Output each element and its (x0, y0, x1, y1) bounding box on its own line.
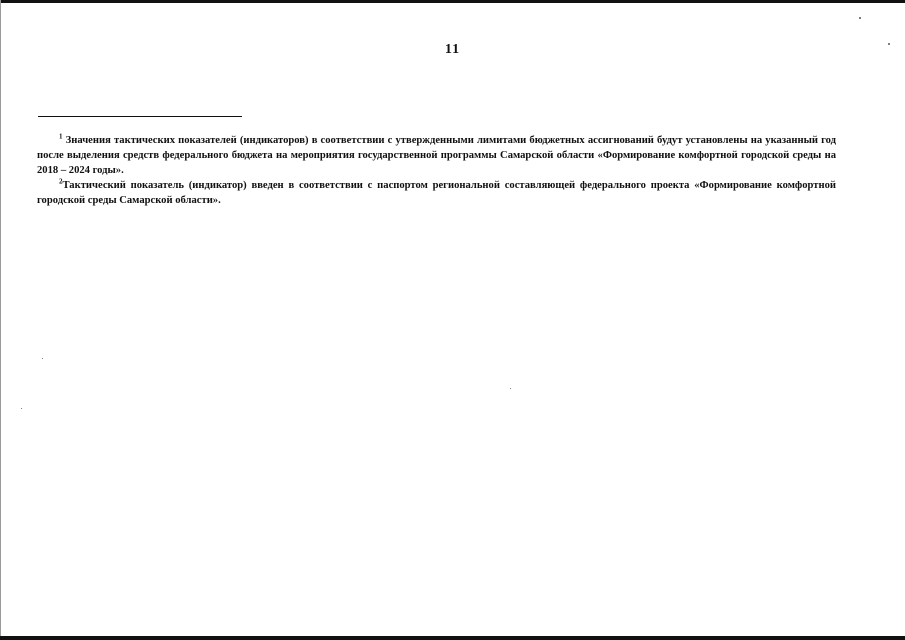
scan-speck (888, 43, 890, 45)
footnote-1 (37, 133, 836, 178)
footnote-text: Тактический показатель (индикатор) введен в соответствии с паспортом региональной составляющей федерального проекта «Формирование комфортной городской среды Самарской области». (37, 180, 836, 206)
scan-speck (21, 408, 22, 409)
footnote-marker: 2 (59, 177, 63, 186)
footnotes-block (37, 133, 836, 208)
scan-speck (859, 17, 861, 19)
scan-speck (510, 388, 511, 389)
scan-left-edge (0, 0, 1, 640)
footnote-text: Значения тактических показателей (индикаторов) в соответствии с утвержденными лимитами бюджетных ассигнований будут установлены на указанный год после выделения средств федерального бюджета на мероприятия государственной программы Самарской области «Формирование комфортной городской среды на 2018 – 2024 годы». (37, 135, 836, 176)
footnote-marker: 1 (59, 132, 63, 141)
footnote-separator (38, 116, 242, 117)
footnote-2 (37, 178, 836, 208)
scan-speck (42, 358, 43, 359)
page-number: 11 (444, 42, 461, 57)
scan-top-border (0, 0, 905, 3)
scan-bottom-border (0, 636, 905, 640)
